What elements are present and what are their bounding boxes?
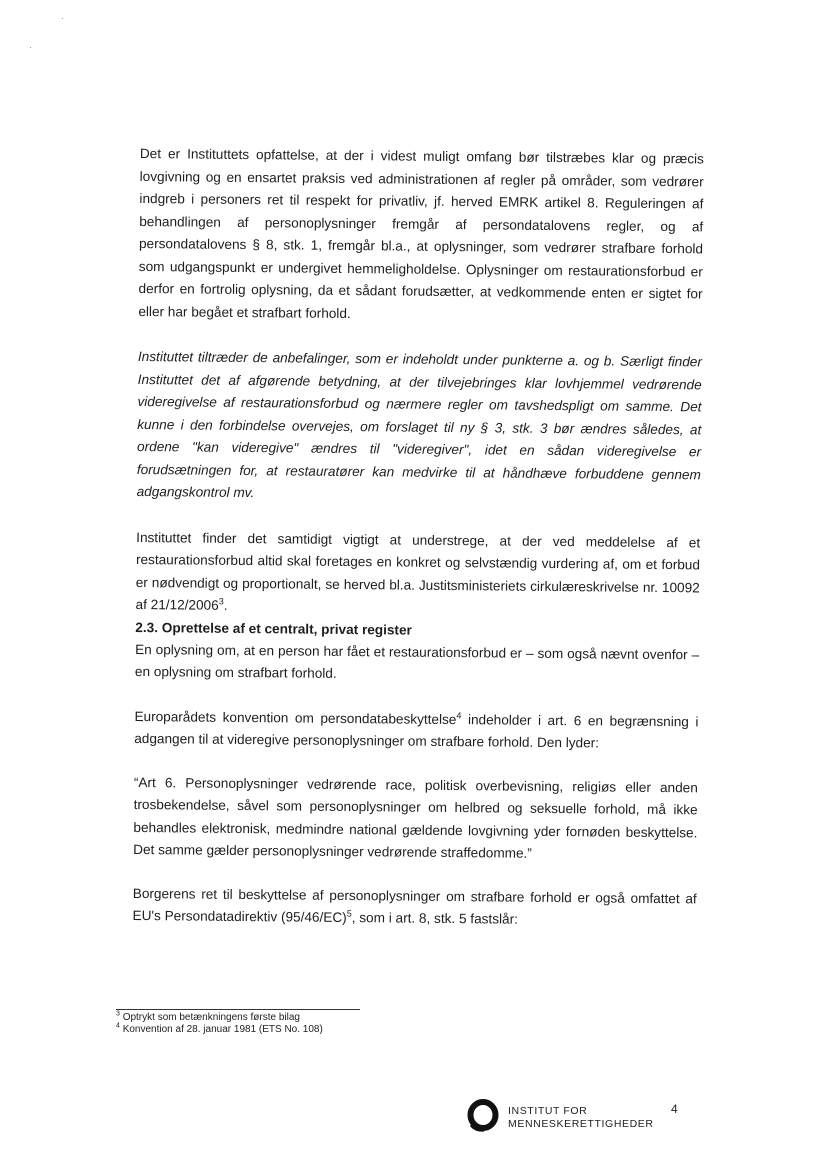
section-heading: 2.3. Oprettelse af et centralt, privat register [135,619,412,638]
paragraph-4: En oplysning om, at en person har fået et restaurationsforbud er – som også nævnt ovenfor – en oplysning om strafbart forhold. [134,641,700,681]
quotation-paragraph: “Art 6. Personoplysninger vedrørende race, politisk overbevisning, religiøs eller anden trosbekendelse, såvel som personoplysninger om helbred og seksuelle forhold, må ikke behandles elektronisk, medmindre national gældende lovgivning yder fornøden beskyttelse. Det samme gælder personoplysninger vedrørende straffedomme.” [133,774,698,861]
scan-speck [30,47,31,48]
paragraph-2: Instituttet tiltræder de anbefalinger, som er indeholdt under punkterne a. og b. Særligt finder Instituttet det af afgørende betydning, at der tilvejebringes klar lovhjemmel vedrørende videregivelse af restaurationsforbud og nærmere regler om tavshedspligt om samme. Det kunne i den forbindelse overvejes, om forslaget til ny § 3, stk. 3 bør ændres således, at ordene "kan videregive" ændres til "videregiver", idet en sådan videregivelse er forudsætningen for, at restauratører kan medvirke til at håndhæve forbuddene gennem adgangskontrol mv. [136,348,702,501]
footnote-3 [116,1012,516,1024]
logo-line-2: MENNESKERETTIGHEDER [508,1118,654,1130]
logo-line-1: INSTITUT FOR [508,1105,588,1117]
paragraph-3 [135,526,700,621]
footnote-4 [116,1024,516,1036]
scan-speck [62,18,63,19]
footnote-ref-5: 5 [346,908,352,919]
paragraph-3-text: Instituttet finder det samtidigt vigtigt at understrege, at der ved meddelelse af et restaurationsforbud altid skal foretages en konkret og selvstændig vurdering af, om et forbud er nødvendigt og proportionalt, se herved bl.a. Justitsministeriets cirkulæreskrivelse nr. 10092 af 21/12/2006 [135,529,701,613]
paragraph-5 [134,705,698,755]
paragraph-7-text-b: , som i art. 8, stk. 5 fastslår: [351,910,519,927]
paragraph-3-end: . [223,597,228,613]
organization-logo-text [508,1105,654,1131]
footnote-mark: 4 [116,1022,120,1030]
footnote-text: Konvention af 28. januar 1981 (ETS No. 108) [122,1024,323,1035]
footnote-divider [116,1009,360,1010]
paragraph-1: Det er Instituttets opfattelse, at der i videst muligt omfang bør tilstræbes klar og præcis lovgivning og en ensartet praksis ved administrationen af regler på områder, som vedrører indgreb i personers ret til respekt for privatliv, jf. herved EMRK artikel 8. Reguleringen af behandlingen af personoplysninger fremgår af persondatalovens regler, og af persondatalovens § 8, stk. 1, fremgår bl.a., at oplysninger, som vedrører strafbare forhold som udgangspunkt er undergivet hemmeligholdelse. Oplysninger om restaurationsforbud er derfor en fortrolig oplysning, da et sådant forudsætter, at vedkommende enten er sigtet for eller har begået et strafbart forhold. [138,145,704,321]
paragraph-7-text-a: Borgerens ret til beskyttelse af personoplysninger om strafbare forhold er også omfattet af EU's Persondatadirektiv (95/46/EC) [132,885,697,926]
paragraph-5-text-a: Europarådets konvention om persondatabeskyttelse [134,708,457,727]
footnote-ref-3: 3 [218,596,224,607]
footnote-text: Optrykt som betænkningens første bilag [122,1012,300,1023]
paragraph-5-text-b: indeholder i art. 6 en begrænsning i adgangen til at videregive personoplysninger om strafbare forhold. Den lyder: [134,711,699,751]
page-number: 4 [671,1102,678,1116]
circle-ring-icon [467,1098,499,1132]
body-text [132,143,704,933]
footnotes [116,1012,516,1036]
paragraph-7 [132,882,696,932]
footnote-ref-4: 4 [456,710,462,721]
footnote-mark: 3 [116,1010,120,1018]
